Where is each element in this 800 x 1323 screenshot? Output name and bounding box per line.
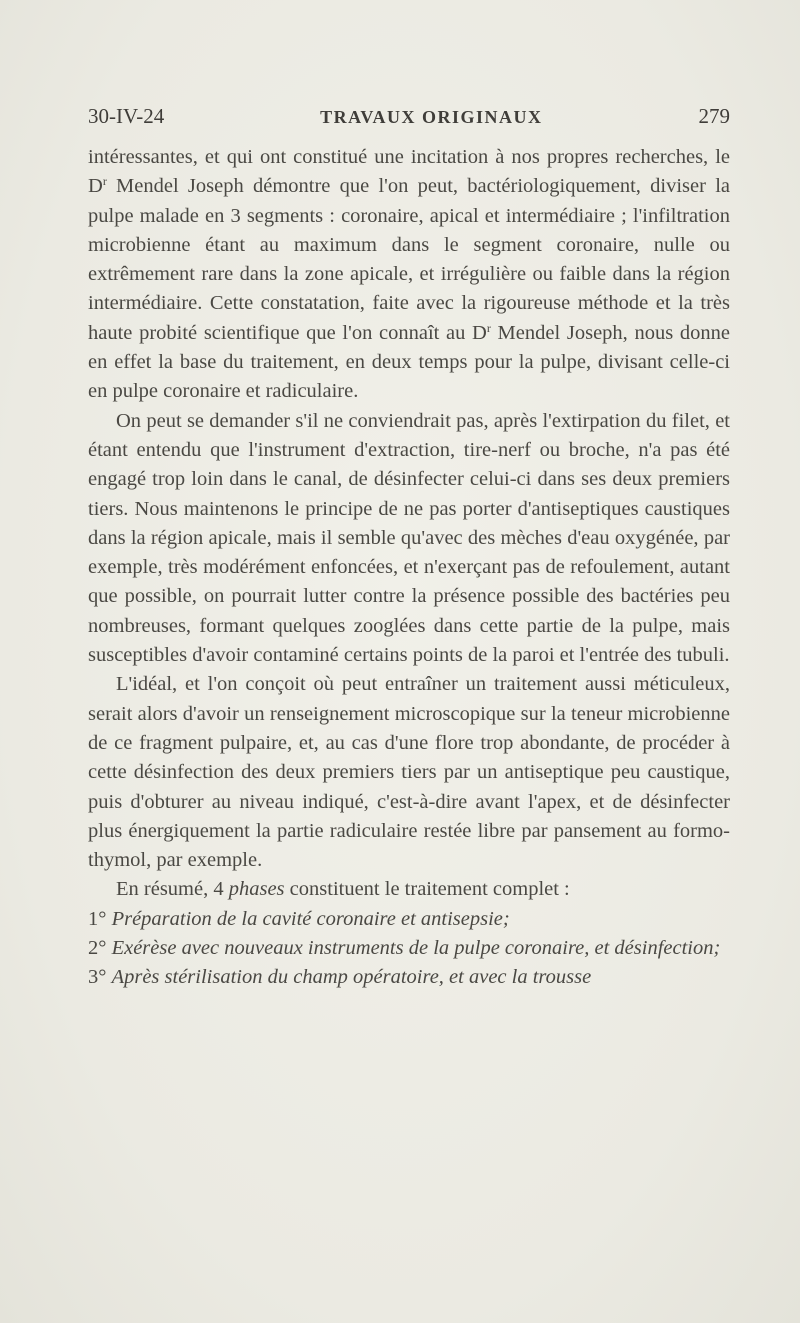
header-title: TRAVAUX ORIGINAUX [320,107,543,127]
paragraph-3: L'idéal, et l'on conçoit où peut entraîner un traitement aussi méticuleux, serait alors d'avoir un renseignement microscopique sur la teneur microbienne de ce fragment pulpaire, et, au cas d'une flore trop abondante, de procéder à cette désinfection des deux premiers tiers par un antiseptique peu caustique, puis d'obturer au niveau indiqué, c'est-à-dire avant l'apex, et de désinfecter plus énergiquement la partie radiculaire restée libre par pansement au formo-thymol, par exemple. [88,673,730,872]
list-number: 1° [88,907,107,930]
paragraph-2: On peut se demander s'il ne conviendrait pas, après l'extirpation du filet, et étant entendu que l'instrument d'extraction, tire-nerf ou broche, n'a pas été engagé trop loin dans le canal, de désinfecter celui-ci dans ses deux premiers tiers. Nous maintenons le principe de ne pas porter d'antiseptiques caustiques dans la région apicale, mais il semble qu'avec des mèches d'eau oxygénée, par exemple, très modérément enfoncées, et n'exerçant pas de refoulement, autant que possible, on pourrait lutter contre la présence possible des bactéries peu nombreuses, formant quelques zooglées dans cette partie de la pulpe, mais susceptibles d'avoir contaminé certains points de la paroi et l'entrée des tubuli. [88,409,730,667]
list-number: 3° [88,966,107,989]
body-text [88,143,730,993]
list-text: Exérèse avec nouveaux instruments de la pulpe coronaire, et désinfection; [111,937,721,960]
list-number: 2° [88,937,107,960]
para1-part2: Mendel Joseph démontre que l'on peut, bactériologiquement, diviser la pulpe malade en 3 segments : coronaire, apical et intermédiaire ; l'infiltration microbienne étant au maximum dans le segment coronaire, nulle ou extrêmement rare dans la zone apicale, et irrégulière ou faible dans la région intermédiaire. Cette constatation, faite avec la rigoureuse méthode et la très haute probité scientifique que l'on connaît au D [88,175,730,344]
summary-phases: phases [228,878,285,901]
para1-superscript-2: r [486,320,491,335]
list-item-1 [88,905,730,934]
running-header [88,104,730,136]
para1-part1: intéressantes, et qui ont constitué une incitation à nos propres recherches, le D [88,146,730,198]
header-date: 30-IV-24 [88,104,165,128]
paragraph-1 [88,143,730,407]
summary-after: constituent le traitement complet : [284,878,570,901]
summary-paragraph [88,875,730,904]
list-text: Préparation de la cavité coronaire et antisepsie; [111,907,510,930]
list-item-2 [88,934,730,963]
para1-superscript-1: r [102,174,107,189]
list-text: Après stérilisation du champ opératoire, et avec la trousse [111,966,592,989]
para1-part3: Mendel Joseph, nous donne en effet la base du traitement, en deux temps pour la pulpe, divisant celle-ci en pulpe coronaire et radiculaire. [88,321,730,403]
summary-before: En résumé, 4 [116,878,229,901]
page-number: 279 [698,104,730,128]
list-item-3 [88,963,730,992]
